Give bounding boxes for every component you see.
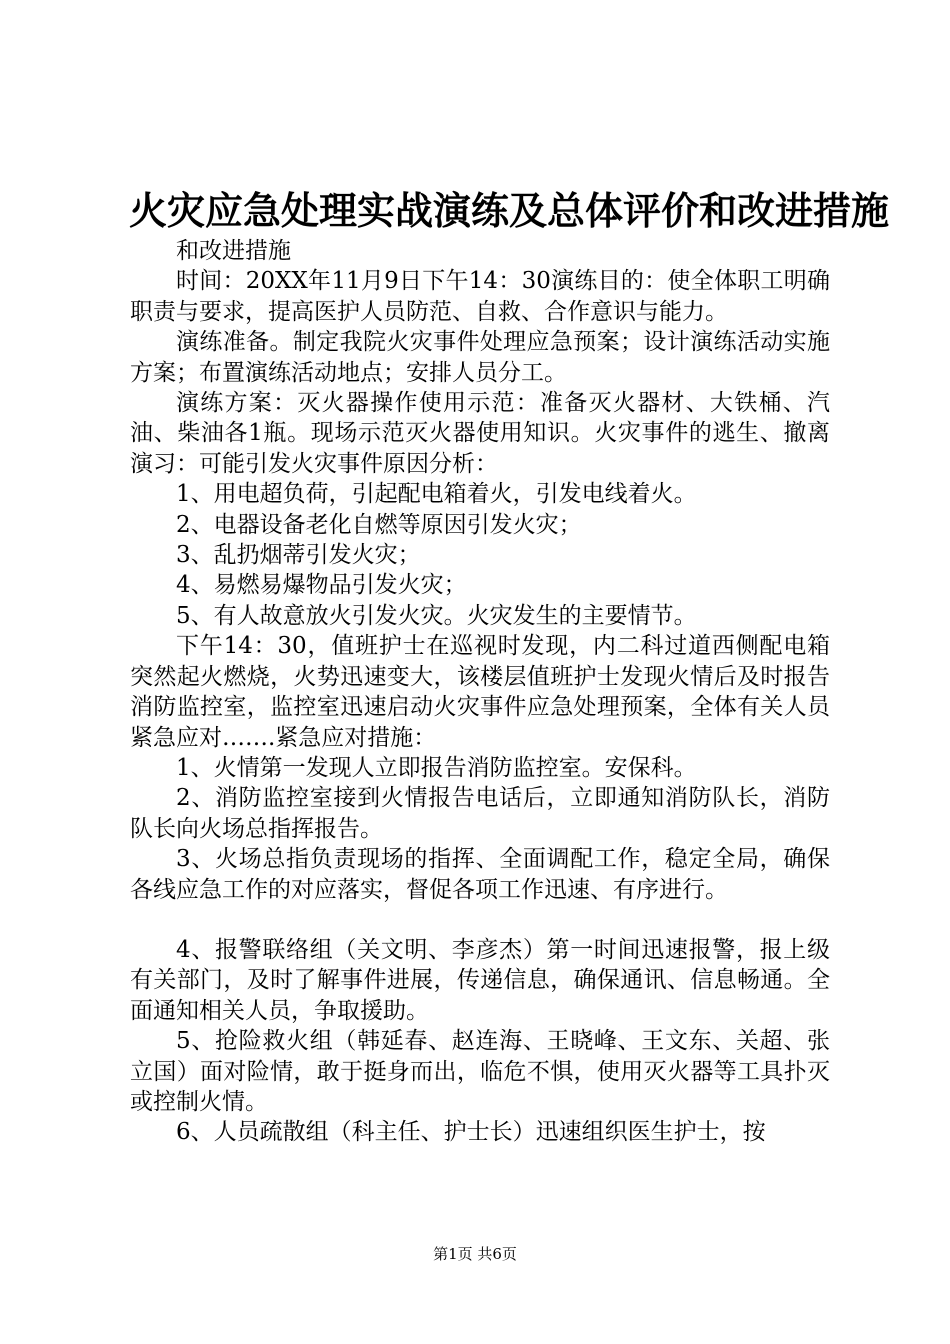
list-item: 5、抢险救火组（韩延春、赵连海、王晓峰、王文东、关超、张立国）面对险情，敢于挺身而出，临危不惧，使用灭火器等工具扑灭或控制火情。 xyxy=(130,1028,830,1115)
list-item: 4、易燃易爆物品引发火灾； xyxy=(176,572,467,599)
list-item: 1、火情第一发现人立即报告消防监控室。安保科。 xyxy=(176,754,697,781)
page-footer: 第1页 共6页 xyxy=(433,1245,517,1263)
list-item: 3、火场总指负责现场的指挥、全面调配工作，稳定全局，确保各线应急工作的对应落实，督促各项工作迅速、有序进行。 xyxy=(130,846,830,903)
list-item: 6、人员疏散组（科主任、护士长）迅速组织医生护士，按 xyxy=(176,1119,766,1146)
document-title: 火灾应急处理实战演练及总体评价和改进措施 xyxy=(129,188,890,233)
document-body xyxy=(130,236,830,1148)
paragraph: 演练准备。制定我院火灾事件处理应急预案；设计演练活动实施方案；布置演练活动地点；安排人员分工。 xyxy=(130,329,830,386)
list-item: 1、用电超负荷，引起配电箱着火，引发电线着火。 xyxy=(176,481,697,508)
list-item: 2、消防监控室接到火情报告电话后，立即通知消防队长，消防队长向火场总指挥报告。 xyxy=(130,785,830,842)
paragraph: 和改进措施 xyxy=(176,238,291,264)
list-item: 3、乱扔烟蒂引发火灾； xyxy=(176,542,421,569)
list-item: 5、有人故意放火引发火灾。火灾发生的主要情节。 xyxy=(176,602,697,629)
paragraph: 演练方案：灭火器操作使用示范：准备灭火器材、大铁桶、汽油、柴油各1瓶。现场示范灭火器使用知识。火灾事件的逃生、撤离演习：可能引发火灾事件原因分析： xyxy=(130,390,830,477)
list-item: 4、报警联络组（关文明、李彦杰）第一时间迅速报警，报上级有关部门，及时了解事件进展，传递信息，确保通讯、信息畅通。全面通知相关人员，争取援助。 xyxy=(130,936,830,1024)
paragraph: 下午14：30，值班护士在巡视时发现，内二科过道西侧配电箱突然起火燃烧，火势迅速变大，该楼层值班护士发现火情后及时报告消防监控室，监控室迅速启动火灾事件应急处理预案，全体有关人员紧急应对…….紧急应对措施： xyxy=(130,633,830,751)
paragraph: 时间：20XX年11月9日下午14：30演练目的：使全体职工明确职责与要求，提高医护人员防范、自救、合作意识与能力。 xyxy=(130,268,830,325)
list-item: 2、电器设备老化自燃等原因引发火灾； xyxy=(176,511,582,538)
